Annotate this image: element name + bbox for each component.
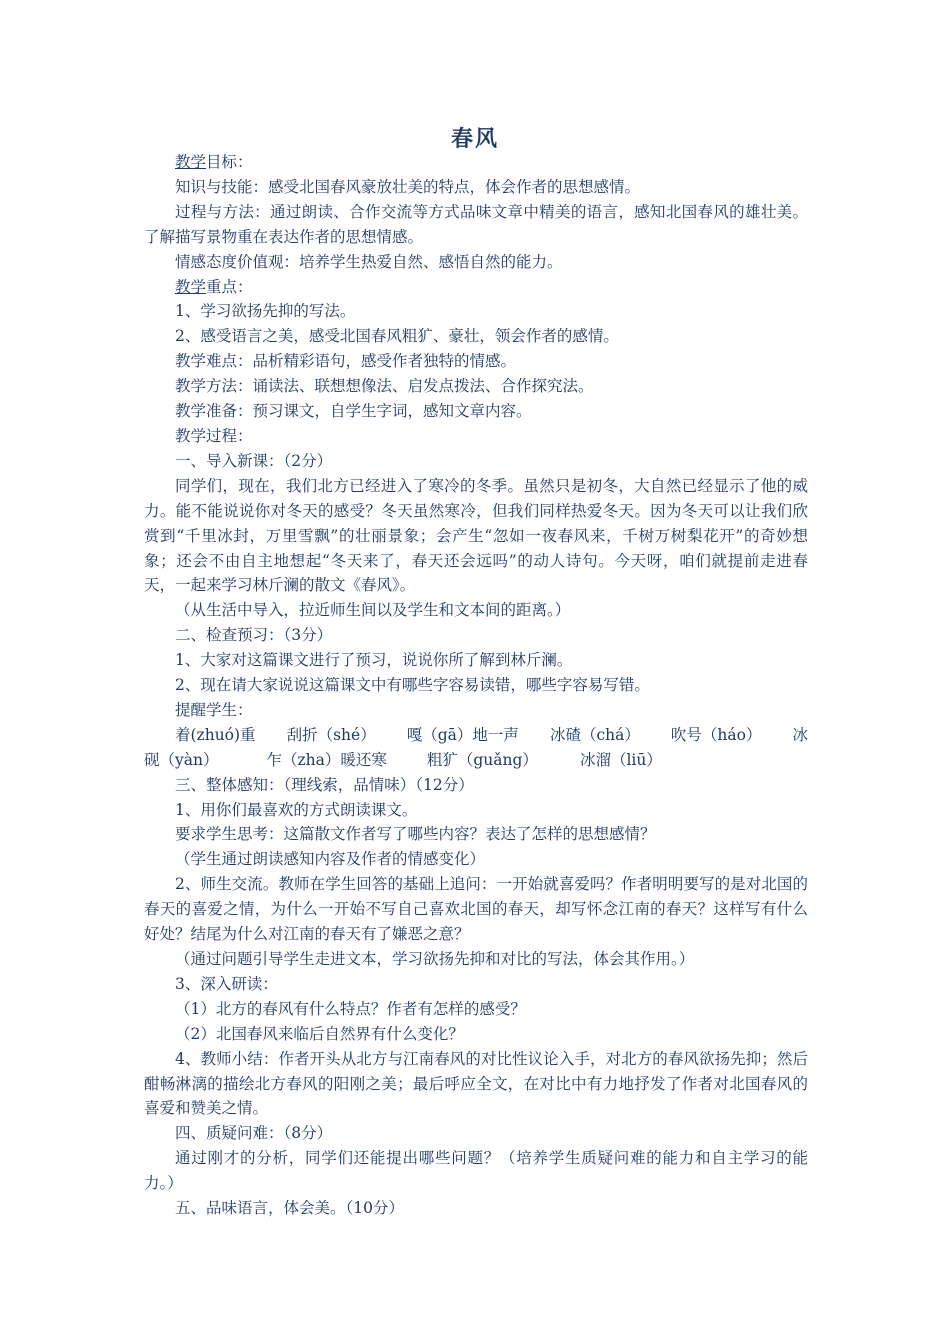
section-2-item-2: 2、现在请大家说说这篇课文中有哪些字容易读错，哪些字容易写错。	[175, 676, 650, 695]
section-3-question: 要求学生思考：这篇散文作者写了哪些内容？表达了怎样的思想感情？	[175, 825, 656, 844]
remind-students: 提醒学生：	[175, 700, 253, 719]
objective-knowledge: 知识与技能：感受北国春风豪放壮美的特点，体会作者的思想感情。	[175, 177, 641, 196]
page-title: 春风	[450, 126, 499, 152]
word-item: 冰	[792, 725, 808, 744]
word-item: 砚（yàn）	[144, 750, 219, 769]
word-item: 着(zhuó)重	[175, 725, 256, 744]
word-item: 冰碴（chá）	[549, 725, 640, 744]
section-3-item-3: 3、深入研读：	[175, 974, 278, 993]
section-3-item-2: 2、师生交流。教师在学生回答的基础上追问：一开始就喜爱吗？作者明明要写的是对北国的春天的喜爱之情，为什么一开始不写自己喜欢北国的春天，却写怀念江南的春天？这样写有什么好处？结尾为什么对江南的春天有了嫌恶之意？	[144, 875, 808, 944]
section-2-item-1: 1、大家对这篇课文进行了预习，说说你所了解到林斤澜。	[175, 651, 573, 670]
section-1-body: 同学们，现在，我们北方已经进入了寒冷的冬季。虽然只是初冬，大自然已经显示了他的威力。能不能说说你对冬天的感受？冬天虽然寒冷，但我们同样热爱冬天。因为冬天可以让我们欣赏到“千里冰封，万里雪飘”的壮丽景象；会产生“忽如一夜春风来，千树万树梨花开”的奇妙想象；还会不由自主地想起“冬天来了，春天还会远吗”的动人诗句。今天呀，咱们就提前走进春天，一起来学习林斤澜的散文《春风》。	[144, 476, 808, 595]
lesson-plan-body	[144, 150, 808, 1221]
section-4-body: 通过刚才的分析，同学们还能提出哪些问题？（培养学生质疑问难的能力和自主学习的能力。）	[144, 1149, 808, 1193]
preparation: 教学准备：预习课文，自学生字词，感知文章内容。	[175, 402, 532, 421]
section-3-item-1: 1、用你们最喜欢的方式朗读课文。	[175, 800, 418, 819]
section-4-heading: 四、质疑问难：（8分）	[175, 1124, 333, 1143]
key-point-2: 2、感受语言之美，感受北国春风粗犷、豪壮，领会作者的感情。	[175, 327, 619, 346]
word-item: 吹号（háo）	[670, 725, 762, 744]
section-5-heading: 五、品味语言，体会美。（10分）	[175, 1199, 404, 1218]
word-list-line-2	[144, 748, 808, 773]
section-3-item-3a: （1）北方的春风有什么特点？作者有怎样的感受？	[175, 999, 526, 1018]
section-2-heading: 二、检查预习：（3分）	[175, 626, 333, 645]
objectives-heading: 教学目标：	[175, 153, 253, 171]
section-1-note: （从生活中导入，拉近师生间以及学生和文本间的距离。）	[175, 601, 571, 620]
objective-process: 过程与方法：通过朗读、合作交流等方式品味文章中精美的语言，感知北国春风的雄壮美。了解描写景物重在表达作者的思想情感。	[144, 202, 808, 246]
process-heading: 教学过程：	[175, 426, 253, 445]
methods: 教学方法：诵读法、联想想像法、启发点拨法、合作探究法。	[175, 377, 594, 396]
section-3-note-2: （通过问题引导学生走进文本，学习欲扬先抑和对比的写法，体会其作用。）	[175, 950, 695, 968]
word-item: 嘎（gā）地一声	[406, 725, 519, 744]
section-3-note-1: （学生通过朗读感知内容及作者的情感变化）	[175, 850, 486, 869]
section-3-item-4: 4、教师小结：作者开头从北方与江南春风的对比性议论入手，对北方的春风欲扬先抑；然后酣畅淋漓的描绘北方春风的阳刚之美；最后呼应全文，在对比中有力地抒发了作者对北国春风的喜爱和赞美之情。	[144, 1049, 808, 1118]
section-3-heading: 三、整体感知：（理线索，品情味）（12分）	[175, 775, 474, 794]
objective-emotion: 情感态度价值观：培养学生热爱自然、感悟自然的能力。	[175, 252, 563, 271]
word-item: 冰溜（liū）	[579, 750, 662, 769]
word-item: 乍（zha）暖还寒	[266, 750, 387, 769]
section-3-item-3b: （2）北国春风来临后自然界有什么变化？	[175, 1024, 464, 1043]
key-point-1: 1、学习欲扬先抑的写法。	[175, 302, 356, 321]
word-item: 粗犷（guǎng）	[426, 750, 538, 769]
key-points-heading: 教学重点：	[175, 277, 253, 296]
word-item: 刮折（shé）	[286, 725, 376, 744]
difficulty: 教学难点：品析精彩语句，感受作者独特的情感。	[175, 352, 517, 371]
word-list-line-1	[144, 723, 808, 748]
section-1-heading: 一、导入新课：（2分）	[175, 451, 333, 470]
